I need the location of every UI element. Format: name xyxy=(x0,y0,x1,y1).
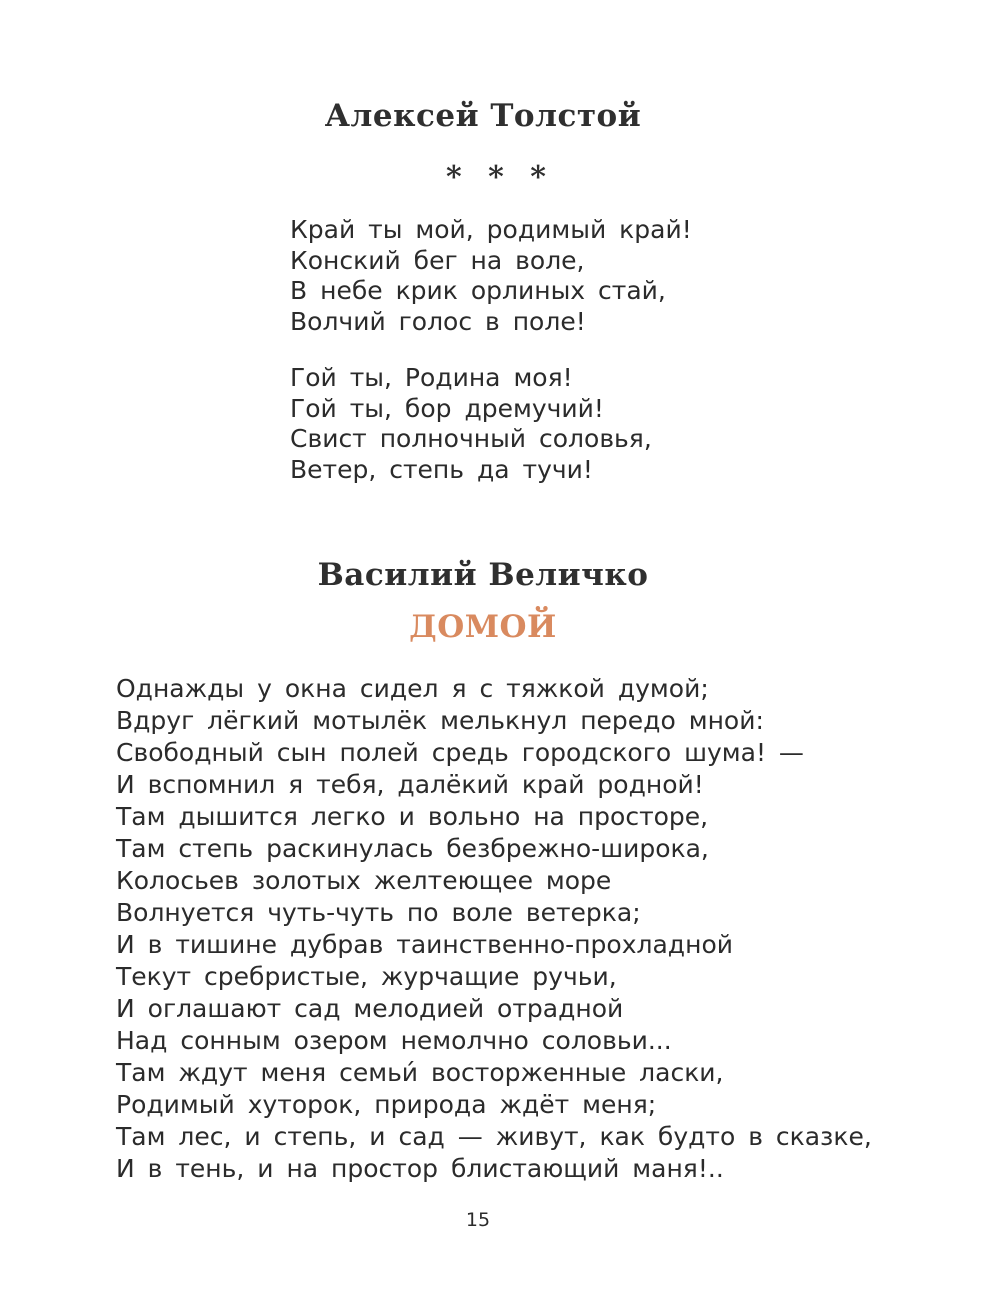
poem-line: Там дышится легко и вольно на просторе, xyxy=(116,802,709,831)
poem-line: Свист полночный соловья, xyxy=(290,424,652,453)
poem-line: Волнуется чуть-чуть по воле ветерка; xyxy=(116,898,641,927)
poem2-body xyxy=(116,673,872,1185)
poem-line: Край ты мой, родимый край! xyxy=(290,215,692,244)
poem-line: Гой ты, бор дремучий! xyxy=(290,393,604,423)
poem2-title: ДОМОЙ xyxy=(409,609,557,645)
poem-line: Текут сребристые, журчащие ручьи, xyxy=(116,962,617,991)
poem-line: И оглашают сад мелодией отрадной xyxy=(116,994,624,1023)
poem-line: Гой ты, Родина моя! xyxy=(290,363,573,392)
poem2-author: Василий Величко xyxy=(317,557,649,593)
poem-line: Свободный сын полей средь городского шума! — xyxy=(116,738,804,767)
poem-line: Волчий голос в поле! xyxy=(290,306,586,336)
poem1-stanza-1 xyxy=(290,215,692,337)
poem1-stanza-2 xyxy=(290,363,652,485)
poem1-separator: * * * xyxy=(446,160,554,195)
poem-line: В небе крик орлиных стай, xyxy=(290,276,666,305)
poem-line: Там ждут меня семьи́ восторженные ласки, xyxy=(116,1058,724,1087)
poem-line: Конский бег на воле, xyxy=(290,245,585,275)
poem-line: Колосьев золотых желтеющее море xyxy=(116,866,612,895)
poem-line: Там степь раскинулась безбрежно-широка, xyxy=(116,834,709,863)
poem-line: Однажды у окна сидел я с тяжкой думой; xyxy=(116,674,709,703)
page-number: 15 xyxy=(465,1209,491,1231)
poem-line: Там лес, и степь, и сад — живут, как будто в сказке, xyxy=(116,1122,872,1151)
poem-line: Родимый хуторок, природа ждёт меня; xyxy=(116,1090,657,1119)
poem-line: Вдруг лёгкий мотылёк мелькнул передо мной: xyxy=(116,706,764,735)
poem-line: И вспомнил я тебя, далёкий край родной! xyxy=(116,770,704,799)
poem1-author: Алексей Толстой xyxy=(324,98,642,134)
poem-line: И в тишине дубрав таинственно-прохладной xyxy=(116,930,733,959)
poem-line: Над сонным озером немолчно соловьи... xyxy=(116,1026,672,1055)
poem-line: Ветер, степь да тучи! xyxy=(290,454,593,484)
poem-line: И в тень, и на простор блистающий маня!.. xyxy=(116,1154,724,1183)
